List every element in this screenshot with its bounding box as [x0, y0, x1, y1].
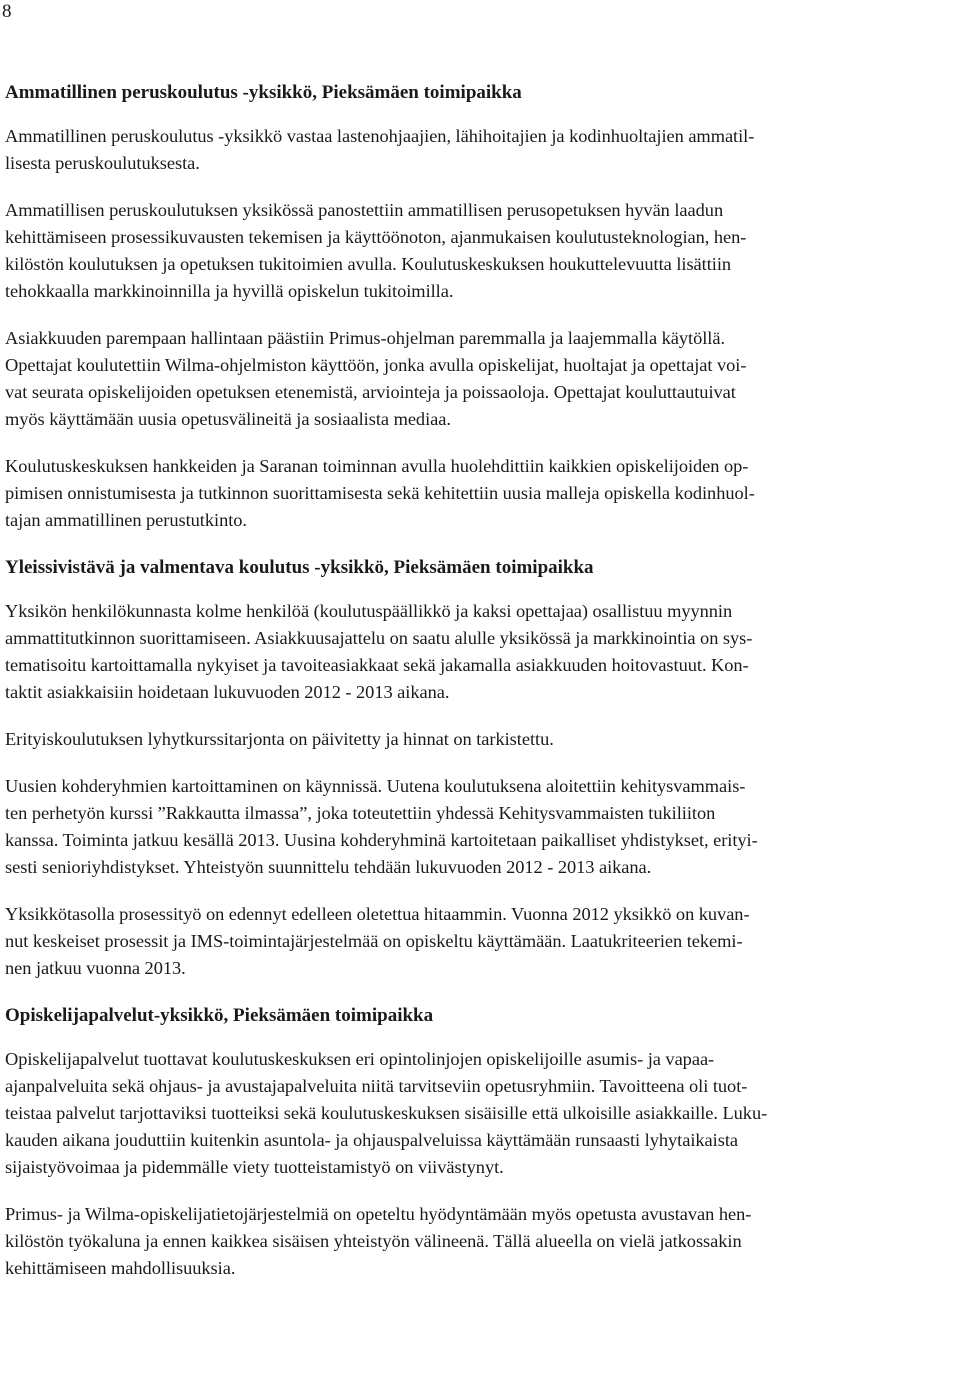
- paragraph-line: tehokkaalla markkinoinnilla ja hyvillä opiskelun tukitoimilla.: [5, 281, 454, 301]
- paragraph-line: tajan ammatillinen perustutkinto.: [5, 510, 247, 530]
- paragraph-line: kauden aikana jouduttiin kuitenkin asuntola- ja ohjauspalveluissa käyttämään runsaasti lyhytaikaista: [5, 1130, 738, 1150]
- paragraph-line: nen jatkuu vuonna 2013.: [5, 958, 186, 978]
- paragraph-line: Primus- ja Wilma-opiskelijatietojärjestelmiä on opeteltu hyödyntämään myös opetusta avustavan hen-: [5, 1204, 752, 1224]
- document-body: [5, 81, 960, 1282]
- paragraph-line: taktit asiakkaisiin hoidetaan lukuvuoden 2012 - 2013 aikana.: [5, 682, 450, 702]
- paragraph-line: lisesta peruskoulutuksesta.: [5, 153, 200, 173]
- section-heading: Opiskelijapalvelut-yksikkö, Pieksämäen toimipaikka: [5, 1005, 434, 1026]
- section-heading: Ammatillinen peruskoulutus -yksikkö, Pieksämäen toimipaikka: [5, 82, 522, 103]
- body-paragraph: [5, 1201, 960, 1282]
- body-paragraph: [5, 598, 960, 706]
- paragraph-line: Uusien kohderyhmien kartoittaminen on käynnissä. Uutena koulutuksena aloitettiin kehitysvammais-: [5, 776, 746, 796]
- paragraph-line: nut keskeiset prosessit ja IMS-toimintajärjestelmää on opiskeltu käyttämään. Laatukriteerien tekemi-: [5, 931, 743, 951]
- page-number: 8: [2, 1, 12, 22]
- paragraph-line: sijaistyövoimaa ja pidemmälle viety tuotteistamistyö on viivästynyt.: [5, 1157, 504, 1177]
- body-paragraph: [5, 1046, 960, 1181]
- paragraph-line: teistaa palvelut tarjottaviksi tuotteiksi sekä koulutuskeskuksen sisäisille että ulkoisille asiakkaille. Luku-: [5, 1103, 768, 1123]
- body-paragraph: [5, 773, 960, 881]
- body-paragraph: [5, 123, 960, 177]
- paragraph-line: ajanpalveluita sekä ohjaus- ja avustajapalveluita niitä tarvitseviin opetusryhmiin. Tavoitteena oli tuot-: [5, 1076, 748, 1096]
- paragraph-line: kehittämiseen prosessikuvausten tekemisen ja käyttöönoton, ajanmukaisen koulutusteknologian, hen-: [5, 227, 747, 247]
- body-paragraph: [5, 325, 960, 433]
- section-heading: Yleissivistävä ja valmentava koulutus -yksikkö, Pieksämäen toimipaikka: [5, 557, 594, 578]
- paragraph-line: Koulutuskeskuksen hankkeiden ja Saranan toiminnan avulla huolehdittiin kaikkien opiskelijoiden op-: [5, 456, 749, 476]
- paragraph-line: kilöstön koulutuksen ja opetuksen tukitoimien avulla. Koulutuskeskuksen houkuttelevuutta lisättiin: [5, 254, 732, 274]
- body-paragraph: [5, 453, 960, 534]
- paragraph-line: sesti senioriyhdistykset. Yhteistyön suunnittelu tehdään lukuvuoden 2012 - 2013 aikana.: [5, 857, 652, 877]
- paragraph-line: kehittämiseen mahdollisuuksia.: [5, 1258, 236, 1278]
- body-paragraph: [5, 726, 960, 753]
- body-paragraph: [5, 197, 960, 305]
- paragraph-line: vat seurata opiskelijoiden opetuksen etenemistä, arviointeja ja poissaoloja. Opettajat kouluttautuivat: [5, 382, 736, 402]
- paragraph-line: Erityiskoulutuksen lyhytkurssitarjonta on päivitetty ja hinnat on tarkistettu.: [5, 729, 554, 749]
- paragraph-line: pimisen onnistumisesta ja tutkinnon suorittamisesta sekä kehitettiin uusia malleja opiskella kodinhuol-: [5, 483, 755, 503]
- paragraph-line: Yksikön henkilökunnasta kolme henkilöä (koulutuspäällikkö ja kaksi opettajaa) osallistuu myynnin: [5, 601, 733, 621]
- body-paragraph: [5, 901, 960, 982]
- paragraph-line: Ammatillinen peruskoulutus -yksikkö vastaa lastenohjaajien, lähihoitajien ja kodinhuoltajien ammatil-: [5, 126, 755, 146]
- paragraph-line: myös käyttämään uusia opetusvälineitä ja sosiaalista mediaa.: [5, 409, 451, 429]
- paragraph-line: kanssa. Toiminta jatkuu kesällä 2013. Uusina kohderyhminä kartoitetaan paikalliset yhdistykset, erityi-: [5, 830, 758, 850]
- paragraph-line: tematisoitu kartoittamalla nykyiset ja tavoiteasiakkaat sekä jakamalla asiakkuuden hoitovastuut. Kon-: [5, 655, 749, 675]
- paragraph-line: Yksikkötasolla prosessityö on edennyt edelleen oletettua hitaammin. Vuonna 2012 yksikkö on kuvan-: [5, 904, 750, 924]
- paragraph-line: Opettajat koulutettiin Wilma-ohjelmiston käyttöön, jonka avulla opiskelijat, huoltajat ja opettajat voi-: [5, 355, 747, 375]
- paragraph-line: ammattitutkinnon suorittamiseen. Asiakkuusajattelu on saatu alulle yksikössä ja markkinointia on sys-: [5, 628, 753, 648]
- paragraph-line: Opiskelijapalvelut tuottavat koulutuskeskuksen eri opintolinjojen opiskelijoille asumis- ja vapaa-: [5, 1049, 715, 1069]
- paragraph-line: ten perhetyön kurssi ”Rakkautta ilmassa”, joka toteutettiin yhdessä Kehitysvammaisten tukiliiton: [5, 803, 716, 823]
- paragraph-line: Ammatillisen peruskoulutuksen yksikössä panostettiin ammatillisen perusopetuksen hyvän laadun: [5, 200, 724, 220]
- paragraph-line: Asiakkuuden parempaan hallintaan päästiin Primus-ohjelman paremmalla ja laajemmalla käytöllä.: [5, 328, 726, 348]
- paragraph-line: kilöstön työkaluna ja ennen kaikkea sisäisen yhteistyön välineenä. Tällä alueella on vielä jatkossakin: [5, 1231, 742, 1251]
